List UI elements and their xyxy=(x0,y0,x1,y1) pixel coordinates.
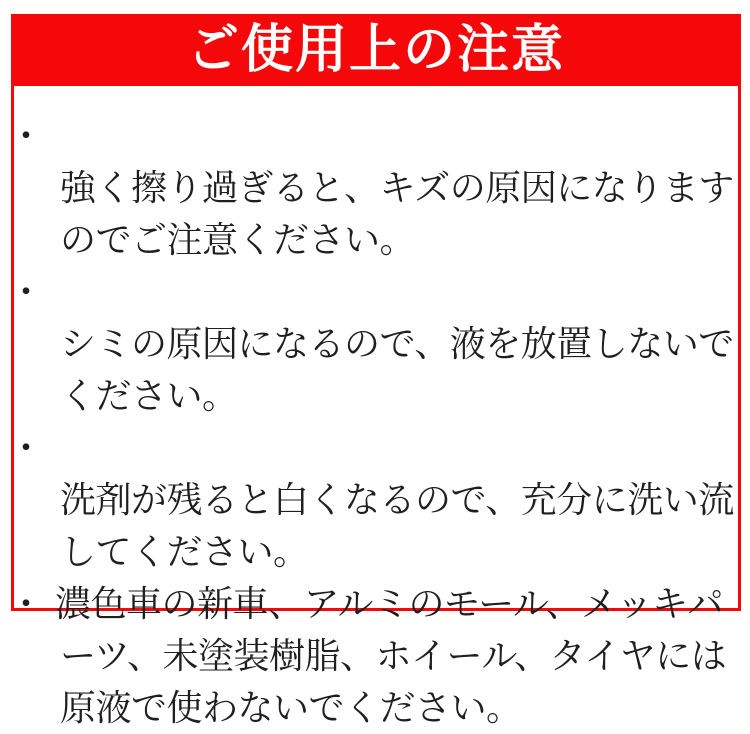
caution-item-scratch xyxy=(8,110,734,266)
caution-line: ください。 xyxy=(60,375,238,416)
caution-title: ご使用上の注意 xyxy=(186,20,565,79)
caution-line: 濃色車の新車、アルミのモール、メッキパ xyxy=(55,583,724,624)
caution-panel xyxy=(8,14,741,728)
bullet-dot-icon: ・ xyxy=(8,427,44,468)
caution-line: 強く擦り過ぎると、キズの原因になります xyxy=(60,167,734,208)
bullet-dot-icon: ・ xyxy=(8,115,44,156)
caution-line: してください。 xyxy=(60,531,309,572)
caution-item-rinse xyxy=(8,422,734,578)
caution-line: シミの原因になるので、液を放置しないで xyxy=(60,323,734,364)
caution-item-stain xyxy=(8,266,734,422)
caution-line: ーツ、未塗装樹脂、ホイール、タイヤには xyxy=(60,635,727,676)
bullet-dot-icon: ・ xyxy=(8,583,44,624)
caution-title-banner xyxy=(14,17,738,86)
caution-line: のでご注意ください。 xyxy=(60,219,416,260)
caution-list xyxy=(8,86,738,734)
bullet-dot-icon: ・ xyxy=(8,271,44,312)
caution-item-undiluted xyxy=(8,578,728,734)
caution-line: 洗剤が残ると白くなるので、充分に洗い流 xyxy=(60,479,734,520)
caution-line: 原液で使わないでください。 xyxy=(60,687,522,728)
